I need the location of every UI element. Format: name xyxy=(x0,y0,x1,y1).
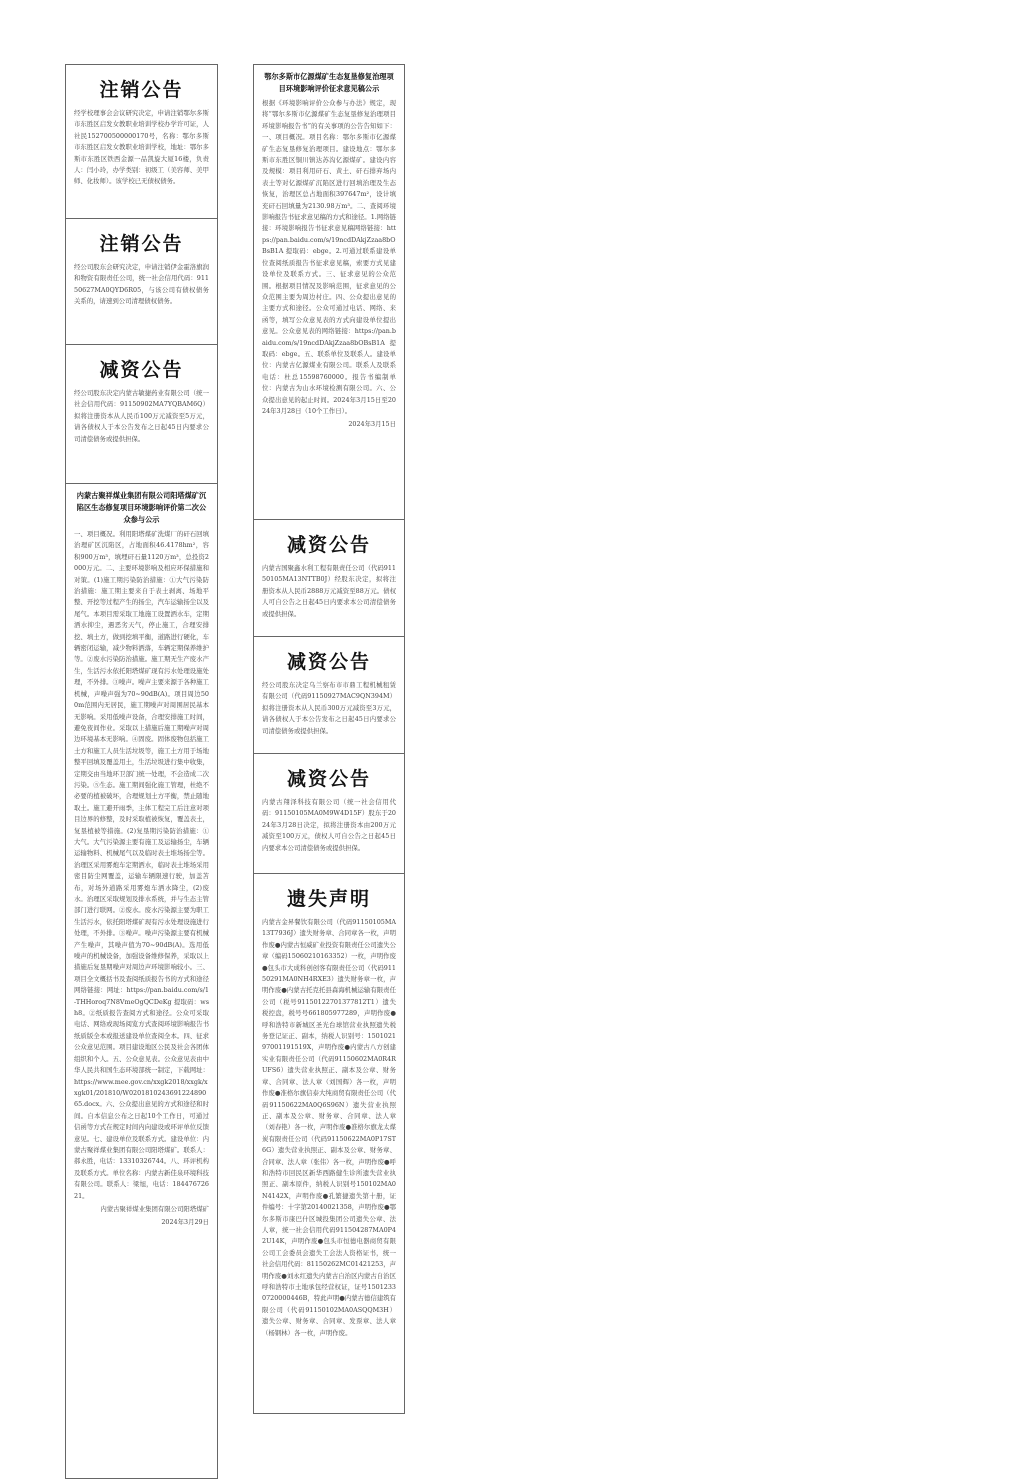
notice-capital-reduction-3 xyxy=(253,637,405,754)
notice-body: 经公司股东决定内蒙古敏捷药业有限公司（统一社会信用代码：91150902MA7YQBAM6Q）拟将注册资本从人民币100万元减资至5万元，请各债权人于本公告发布之日起45日内要求公司清偿债务或提供担保。 xyxy=(74,389,209,443)
notice-environmental-assessment-1 xyxy=(65,484,218,1479)
notice-date: 2024年3月15日 xyxy=(348,420,396,429)
notice-capital-reduction-1 xyxy=(65,345,218,484)
notice-body: 经学校理事会会议研究决定，申请注销鄂尔多斯市东胜区启发女教职业培训学校办学许可证，人社民152700500000170号，名称：鄂尔多斯市东胜区启发女教职业培训学校，地址：鄂尔多斯市东胜区铁西金源一品凯旋大厦16楼，负责人：闫小玲，办学类别：初级工（美容师、美甲师、化妆师）。该学校已无债权债务。 xyxy=(74,109,209,186)
notice-cancellation-2 xyxy=(65,219,218,345)
notice-capital-reduction-4 xyxy=(253,754,405,874)
notice-body: 内蒙古金昇餐饮有限公司（代码91150105MA13T7936J）遗失财务章、合同章各一枚，声明作废●内蒙古恒威矿业投资有限责任公司遗失公章（编码15060210163352）一枚，声明作废●包头市大成科创创客有限责任公司（代码91150291MA0NH4RXE3）遗失财务章一枚，声明作废●内蒙古托克托县森海机械运输有限责任公司（税号91150122701377812T1）遗失税控盘，税号号661805977289，声明作废●呼和浩特市新城区圣光台球馆营业执照遗失税务登记证正、副本，纳税人识别号：150102197001191519X，声明作废●内蒙古八方创建实业有限责任公司（代码91150602MA0R4RUFS6）遗失营业执照正、副本及公章、财务章、合同章、法人章（刘国辉）各一枚，声明作废●准格尔旗信泰大纯商贸有限责任公司（代码91150622MA0Q6S96N）遗失营业执照正、副本及公章、财务章、合同章、法人章（刘春艳）各一枚，声明作废●准格尔旗龙太煤炭有限责任公司（代码91150622MA0P17ST6G）遗失营业执照正、副本及公章、财务章、合同章、法人章（张伟）各一枚，声明作废●呼和浩特市回民区新华西路健生诊所遗失营业执照正、副本原件，纳税人识别号150102MA0N4142X，声明作废●孔繁捷遗失第十册，证件编号：十字第20140021358，声明作废●鄂尔多斯市康巴什区城投集团公司遗失公章、法人章，统一社会信用代码911504287MA0P42U14K，声明作废●包头市恒德电器商贸有限公司工会委员会遗失工会法人资格证书，统一社会信用代码：81150262MC01421253，声明作废●刘永红遗失内蒙古自治区内蒙古自治区呼和浩特市土地承包经营权证，证号15012330720000446B，特此声明●内蒙古德信建筑有限公司（代码91150102MA0ASQQM3H）遗失公章、财务章、合同章、发票章、法人章（杨钢林）各一枚，声明作废。 xyxy=(262,918,397,1337)
notice-title: 减资公告 xyxy=(286,768,371,790)
notice-body: 内蒙古翔泽科技有限公司（统一社会信用代码：91150105MA0M9W4D15F）股东于2024年3月28日决定，拟将注册资本由200万元减资至100万元，债权人可自公告之日起45日内要求本公司清偿债务或提供担保。 xyxy=(262,798,396,852)
notice-capital-reduction-2 xyxy=(253,520,405,637)
notice-title: 内蒙古聚祥煤业集团有限公司阳塔煤矿沉陷区生态修复项目环境影响评价第二次公众参与公示 xyxy=(76,491,207,524)
notice-title: 鄂尔多斯市亿源煤矿生态复垦修复治理项目环境影响评价征求意见稿公示 xyxy=(264,72,394,93)
notice-title: 遗失声明 xyxy=(286,888,371,910)
left-column xyxy=(65,64,218,1479)
notice-body: 根据《环境影响评价公众参与办法》规定，现将“鄂尔多斯市亿源煤矿生态复垦修复治理项目环境影响报告书”的有关事项的公告告知如下：一、项目概况。项目名称：鄂尔多斯市亿源煤矿生态复垦修复治理项目。建设地点：鄂尔多斯市东胜区铜川镇达苏沟亿源煤矿。建设内容及规模：项目利用矸石、黄土、矸石排弃场内表土等对亿源煤矿沉陷区进行回填治理及生态恢复，治理区总占地面积397647m²，设计填充矸石回填量为2130.98万m³。二、查阅环境影响报告书征求意见稿的方式和途径。1.网络链接：环境影响报告书征求意见稿网络链接：https://pan.baidu.com/s/19ncdDAkjZzaa8bOBsB1A 提取码：ebge。2.可通过联系建设单位查阅纸质报告书征求意见稿，索要方式见建设单位及联系方式。三、征求意见的公众范围。根据项目情况及影响范围，征求意见的公众范围主要为周边村庄。四、公众提出意见的主要方式和途径。公众可通过电话、网络、来函等，填写公众意见表的方式向建设单位提出意见。公众意见表的网络链接：https://pan.baidu.com/s/19ncdDAkjZzaa8bOBsB1A 提取码：ebge。五、联系单位及联系人。建设单位：内蒙古亿源煤业有限公司。联系人及联系电话：杜总15598760000。报告书编制单位：内蒙古为山水环境检测有限公司。六、公众提出意见的起止时间。2024年3月15日至2024年3月28日（10个工作日）。 xyxy=(262,99,396,415)
notice-body: 经公司股东会研究决定，申请注销伊金霍洛旗润和物资有限责任公司，统一社会信用代码：91150627MA0QYD6R05，与该公司有债权债务关系的，请速到公司清理债权债务。 xyxy=(74,263,209,306)
notice-date: 2024年3月29日 xyxy=(161,1217,209,1226)
notice-title: 减资公告 xyxy=(286,534,371,556)
notice-signature: 内蒙古聚祥煤业集团有限公司阳塔煤矿 xyxy=(100,1204,209,1213)
notice-title: 注销公告 xyxy=(99,233,184,255)
right-column xyxy=(253,64,405,1414)
notice-environmental-assessment-2 xyxy=(253,64,405,520)
notice-loss-declarations xyxy=(253,874,405,1414)
notice-body: 经公司股东决定乌兰察布市市鼎工程机械租赁有限公司（代码91150927MAC9QN394M）拟将注册资本从人民币300万元减资至3万元，请各债权人于本公告发布之日起45日内要求公司清偿债务或提供担保。 xyxy=(262,681,396,735)
notice-title: 减资公告 xyxy=(99,359,184,381)
notice-title: 减资公告 xyxy=(286,651,371,673)
notice-body: 内蒙古国聚鑫水利工程有限责任公司（代码91150105MA13NTTB0J）经股东决定，拟将注册资本从人民币2888万元减资至88万元。债权人可自公告之日起45日内要求本公司清偿债务或提供担保。 xyxy=(262,564,396,618)
notice-cancellation-1 xyxy=(65,64,218,219)
notice-body: 一、项目概况。利用阳塔煤矿洗煤厂的矸石回填治理矿区沉陷区，占地面积46.4178hm²，容积900万m³，填埋矸石量1120万m³，总投资2000万元。二、主要环境影响及相应环保措施和对策。(1)施工期污染防治措施：①大气污染防治措施：施工期主要来自于表土剥离、场地平整、开挖等过程产生的扬尘，汽车运输扬尘以及尾气。本项目需采取工地施工设置洒水车，定期洒水抑尘，遇恶劣天气，停止施工，合理安排挖、填土方，做到挖填平衡，道路进行硬化，车辆密闭运输，减少物料洒落，车辆定期保养维护等。②废水污染防治措施。施工期无生产废水产生，生活污水依托阳塔煤矿现有污水处理设施处理，不外排。③噪声。噪声主要来源于各种施工机械，声噪声强为70~90dB(A)。项目周边500m范围内无居民，施工期噪声对周围居民基本无影响。采用低噪声设备，合理安排施工时间，避免夜间作业。采取以上措施后施工期噪声对周边环境基本无影响。④固废。固体废物包括施工土方和施工人员生活垃圾等，施工土方用于场地整平回填及覆盖用土，生活垃圾进行集中收集，定期交由当地环卫部门统一处理，不会造成二次污染。⑤生态。施工期间强化施工管理，杜绝不必要的植被破坏，合理规划土方平衡，禁止随地取土。施工避开雨季，主体工程完工后注意对项目边界的修整，及时采取植被恢复，覆盖表土，复垦植被等措施。(2)复垦期污染防治措施：①大气。大气污染源主要有施工及运输扬尘，车辆运输物料、机械尾气以及临时表土堆场扬尘等。治理区采用雾炮车定期洒水，临时表土堆场采用密目防尘网覆盖，运输车辆限速行驶，加盖苫布，对场外道路采用雾炮车洒水降尘，(2)废水。治理区采取规划及排水系统，并与生态主管部门进行联网。②废水。废水污染源主要为职工生活污水，依托阳塔煤矿现有污水处理设施进行处理，不外排。③噪声。噪声污染源主要有机械产生噪声，其噪声值为70~90dB(A)。选用低噪声的机械设备，加强设备维修保养，采取以上措施后复垦期噪声对周边声环境影响较小。三、项目全文概括书及查阅纸质报告书的方式和途径网络链接：网址：https://pan.baidu.com/s/1-THHoroq7N8VmeOgQCDeKg 提取码：wsh8。②纸质报告查阅方式和途径。公众可采取电话、网络或现场阅览方式查阅环境影响报告书纸质版全本或报送建设单位查阅全本。四、征求公众意见范围。项目建设地区公民及社会各团体组织和个人。五、公众意见表。公众意见表由中华人民共和国生态环境部统一制定，下载网址：https://www.mee.gov.cn/xxgk2018/xxgk/xxgk01/201810/W020181024369122489065.docx。六、公众提出意见的方式和途径和时间。自本信息公布之日起10个工作日，可通过信函等方式在规定时间内向建设或环评单位反馈意见。七、建设单位及联系方式。建设单位：内蒙古聚祥煤业集团有限公司阳塔煤矿。联系人：郝永胜，电话：13310326744。八、环评机构及联系方式。单位名称：内蒙古新佳泉环境科技有限公司。联系人：梁旭，电话：18447672621。 xyxy=(74,530,209,1200)
notice-title: 注销公告 xyxy=(99,79,184,101)
